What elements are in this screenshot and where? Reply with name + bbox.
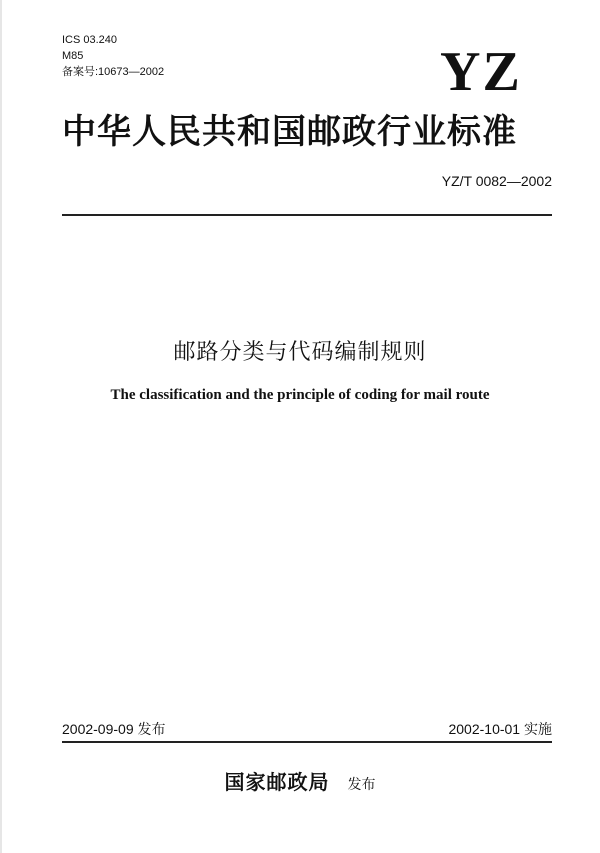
issuing-organization: 国家邮政局 <box>224 770 330 794</box>
standard-number: YZ/T 0082—2002 <box>441 173 552 189</box>
classification-code: M85 <box>62 50 84 62</box>
ics-code: ICS 03.240 <box>62 34 118 46</box>
yz-logo: YZ <box>440 41 522 103</box>
filing-number: 备案号:10673—2002 <box>62 66 165 78</box>
document-title-english: The classification and the principle of coding for mail route <box>110 387 490 403</box>
publish-date: 2002-09-09 发布 <box>62 721 166 737</box>
issue-action: 发布 <box>347 777 376 793</box>
scan-edge <box>0 0 2 853</box>
effective-date: 2002-10-01 实施 <box>448 721 552 737</box>
document-title-chinese: 邮路分类与代码编制规则 <box>173 340 427 365</box>
header-divider <box>62 214 552 216</box>
issuer-line <box>0 770 600 797</box>
standard-type-title: 中华人民共和国邮政行业标准 <box>62 112 517 152</box>
footer-divider <box>62 741 552 743</box>
